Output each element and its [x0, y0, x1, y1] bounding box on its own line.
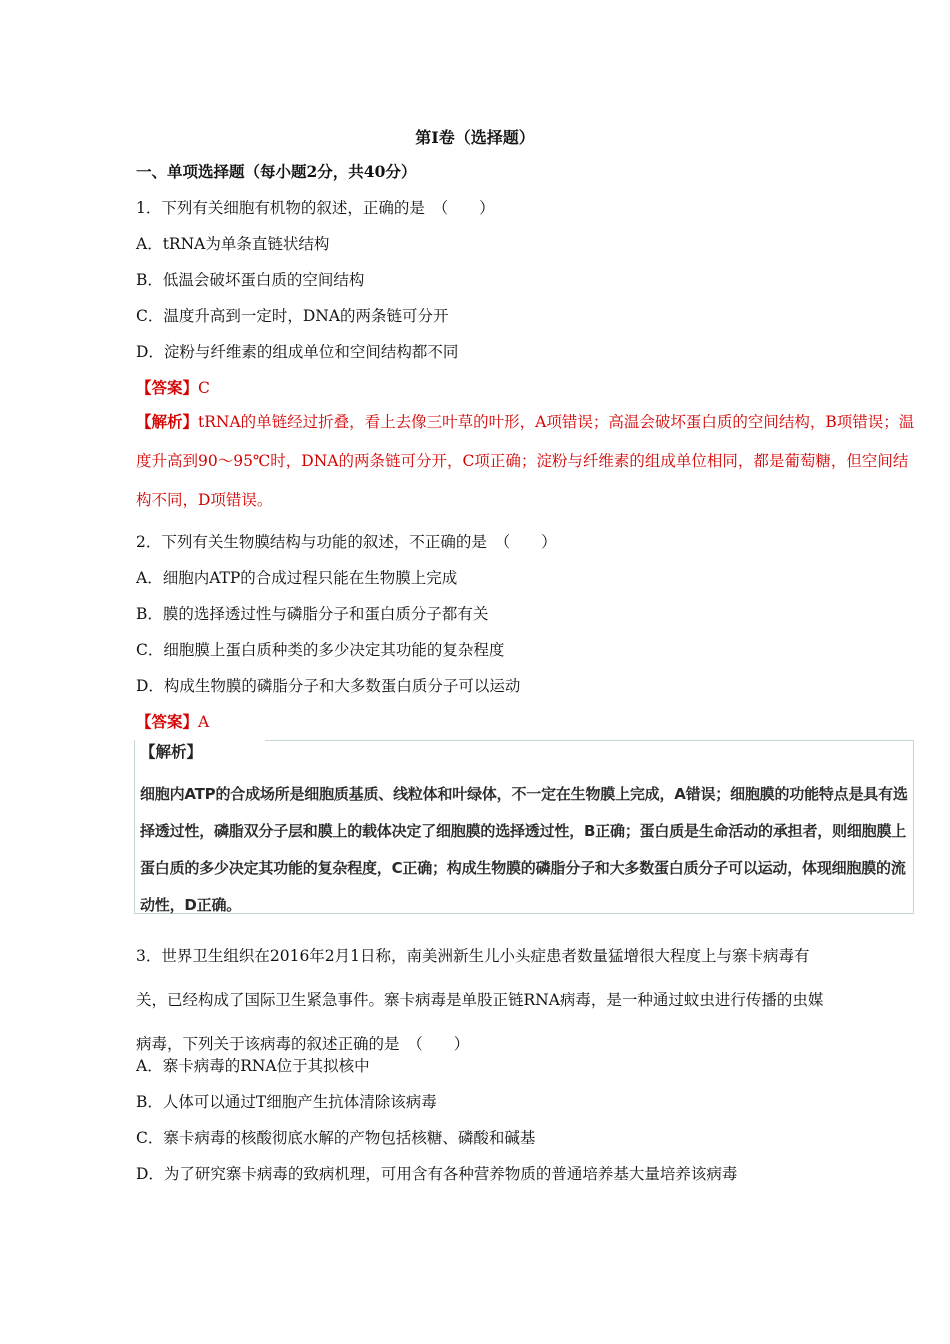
- question-2-answer: [136, 712, 209, 732]
- question-1-option-d: D．淀粉与纤维素的组成单位和空间结构都不同: [136, 343, 459, 361]
- question-1-option-b: B．低温会破坏蛋白质的空间结构: [136, 271, 365, 289]
- question-1-answer: [136, 378, 210, 398]
- answer-value: C: [198, 379, 210, 397]
- question-1-option-c: C．温度升高到一定时，DNA的两条链可分开: [136, 307, 449, 325]
- analysis-tag: 【解析】: [136, 412, 199, 431]
- answer-tag: 【答案】: [136, 712, 199, 731]
- question-3-option-b: B．人体可以通过T细胞产生抗体清除该病毒: [136, 1093, 437, 1111]
- question-2-stem: 2．下列有关生物膜结构与功能的叙述，不正确的是 （ ）: [136, 533, 557, 551]
- question-2-option-c: C．细胞膜上蛋白质种类的多少决定其功能的复杂程度: [136, 641, 505, 659]
- analysis-text: 细胞内ATP的合成场所是细胞质基质、线粒体和叶绿体，不一定在生物膜上完成，A错误；细胞膜的功能特点是具有选择透过性，磷脂双分子层和膜上的载体决定了细胞膜的选择透过性，B正确；蛋白质是生命活动的承担者，则细胞膜上蛋白质的多少决定其功能的复杂程度，C正确；构成生物膜的磷脂分子和大多数蛋白质分子可以运动，体现细胞膜的流动性，D正确。: [140, 785, 908, 914]
- question-1-option-a: A．tRNA为单条直链状结构: [136, 235, 330, 253]
- question-2-option-a: A．细胞内ATP的合成过程只能在生物膜上完成: [136, 569, 458, 587]
- question-2-option-b: B．膜的选择透过性与磷脂分子和蛋白质分子都有关: [136, 605, 489, 623]
- question-3-option-a: A．寨卡病毒的RNA位于其拟核中: [136, 1057, 370, 1075]
- analysis-text: tRNA的单链经过折叠，看上去像三叶草的叶形，A项错误；高温会破坏蛋白质的空间结构，B项错误；温度升高到90～95℃时，DNA的两条链可分开，C项正确；淀粉与纤维素的组成单位相同，都是葡萄糖，但空间结构不同，D项错误。: [136, 413, 915, 509]
- question-3-stem: 3．世界卫生组织在2016年2月1日称，南美洲新生儿小头症患者数量猛增很大程度上与寨卡病毒有关，已经构成了国际卫生紧急事件。寨卡病毒是单股正链RNA病毒，是一种通过蚊虫进行传播的虫媒病毒，下列关于该病毒的叙述正确的是 （ ）: [136, 947, 824, 1053]
- box-top-rule: [265, 740, 913, 741]
- paper-title: 第Ⅰ卷（选择题）: [415, 128, 535, 147]
- answer-value: A: [198, 713, 210, 731]
- question-2-analysis-box: [134, 740, 914, 914]
- question-2-option-d: D．构成生物膜的磷脂分子和大多数蛋白质分子可以运动: [136, 677, 521, 695]
- question-1-analysis: [136, 402, 916, 520]
- section-heading: 一、单项选择题（每小题2分，共40分）: [136, 162, 417, 181]
- question-1-stem: 1．下列有关细胞有机物的叙述，正确的是 （ ）: [136, 199, 495, 217]
- question-3-option-d: D．为了研究寨卡病毒的致病机理，可用含有各种营养物质的普通培养基大量培养该病毒: [136, 1165, 738, 1183]
- analysis-tag: 【解析】: [140, 743, 203, 761]
- answer-tag: 【答案】: [136, 378, 199, 397]
- question-3-option-c: C．寨卡病毒的核酸彻底水解的产物包括核糖、磷酸和碱基: [136, 1129, 536, 1147]
